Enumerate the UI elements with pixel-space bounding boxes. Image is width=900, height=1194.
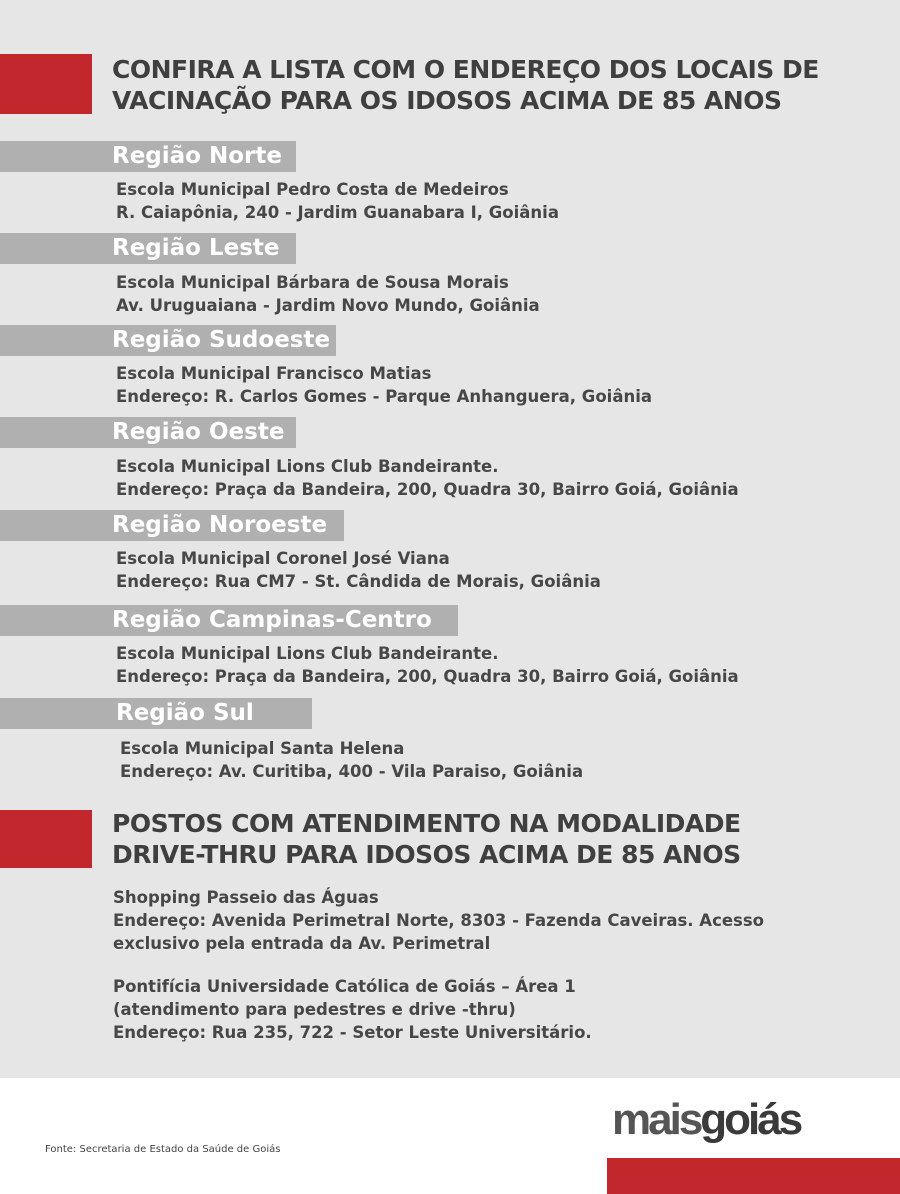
region-label: Região Sudoeste [112, 327, 331, 353]
region-label: Região Oeste [112, 419, 285, 445]
drive-site-shopping [113, 886, 764, 955]
logo-part-mais: mais [612, 1095, 701, 1144]
region-address [116, 455, 739, 501]
region-label: Região Campinas-Centro [112, 607, 432, 633]
region-address [116, 547, 601, 593]
title-line-1: POSTOS COM ATENDIMENTO NA MODALIDADE [112, 809, 741, 838]
region-address [116, 271, 540, 317]
region-label: Região Noroeste [112, 512, 328, 538]
region-address [116, 362, 652, 408]
region-address [116, 178, 559, 224]
title-line-2: VACINAÇÃO PARA OS IDOSOS ACIMA DE 85 ANOS [112, 86, 782, 115]
site-name: Escola Municipal Bárbara de Sousa Morais [116, 273, 509, 292]
region-address [116, 642, 739, 688]
title-line-2: DRIVE-THRU PARA IDOSOS ACIMA DE 85 ANOS [112, 840, 741, 869]
site-name: Escola Municipal Francisco Matias [116, 364, 432, 383]
site-name: Escola Municipal Santa Helena [120, 739, 405, 758]
site-address: Endereço: Praça da Bandeira, 200, Quadra 30, Bairro Goiá, Goiânia [116, 480, 739, 499]
site-name: Shopping Passeio das Águas [113, 888, 379, 907]
site-address: Endereço: Av. Curitiba, 400 - Vila Paraiso, Goiânia [120, 762, 584, 781]
region-label: Região Leste [112, 235, 280, 261]
site-address: Endereço: Rua CM7 - St. Cândida de Morais, Goiânia [116, 572, 601, 591]
region-address [120, 737, 583, 783]
drive-site-puc [113, 975, 592, 1044]
page-title [112, 54, 819, 116]
site-address: Endereço: Praça da Bandeira, 200, Quadra 30, Bairro Goiá, Goiânia [116, 667, 739, 686]
footer-accent-bar [607, 1158, 900, 1194]
title-accent-block [0, 54, 92, 114]
drive-thru-title [112, 808, 741, 870]
region-label: Região Sul [116, 700, 254, 726]
site-address: R. Caiapônia, 240 - Jardim Guanabara I, Goiânia [116, 203, 559, 222]
site-note: (atendimento para pedestres e drive -thru) [113, 1000, 516, 1019]
site-name: Escola Municipal Pedro Costa de Medeiros [116, 180, 509, 199]
maisgoias-logo [612, 1094, 800, 1146]
site-name: Pontifícia Universidade Católica de Goiás – Área 1 [113, 977, 576, 996]
site-address: Endereço: R. Carlos Gomes - Parque Anhanguera, Goiânia [116, 387, 652, 406]
site-address: Endereço: Rua 235, 722 - Setor Leste Universitário. [113, 1023, 592, 1042]
site-name: Escola Municipal Coronel José Viana [116, 549, 450, 568]
logo-part-goias: goiás [700, 1095, 801, 1144]
site-name: Escola Municipal Lions Club Bandeirante. [116, 457, 499, 476]
source-credit: Fonte: Secretaria de Estado da Saúde de Goiás [45, 1144, 281, 1155]
site-name: Escola Municipal Lions Club Bandeirante. [116, 644, 499, 663]
drive-accent-block [0, 810, 92, 868]
site-note: exclusivo pela entrada da Av. Perimetral [113, 934, 491, 953]
site-address: Av. Uruguaiana - Jardim Novo Mundo, Goiânia [116, 296, 540, 315]
site-address: Endereço: Avenida Perimetral Norte, 8303 - Fazenda Caveiras. Acesso [113, 911, 765, 930]
title-line-1: CONFIRA A LISTA COM O ENDEREÇO DOS LOCAIS DE [112, 55, 819, 84]
region-label: Região Norte [112, 143, 282, 169]
